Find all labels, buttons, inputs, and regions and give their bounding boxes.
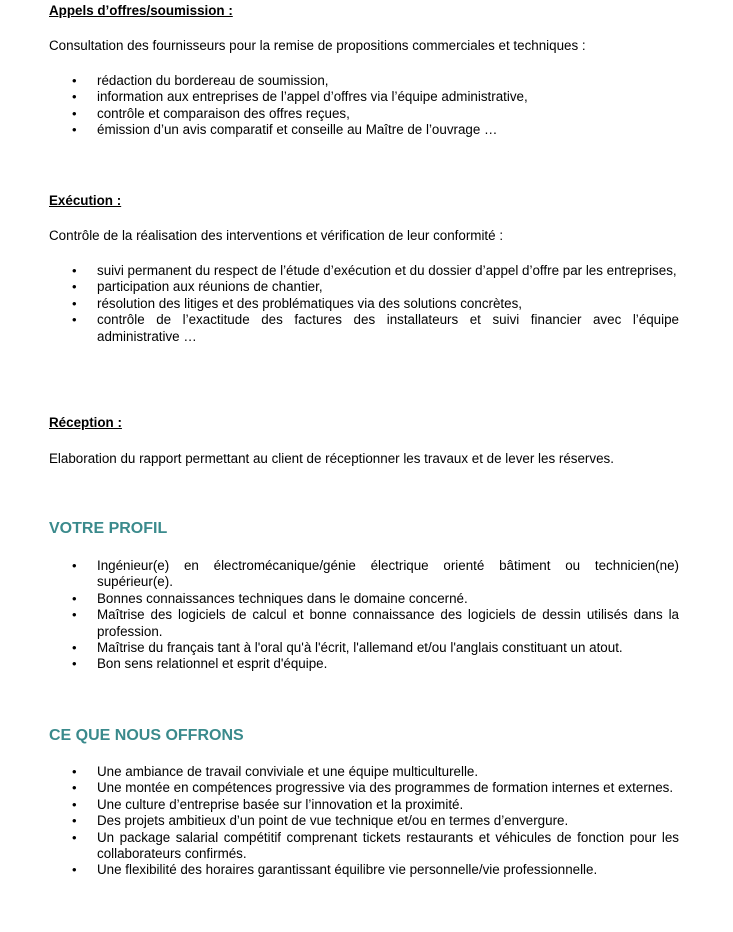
list-item: • Des projets ambitieux d’un point de vue technique et/ou en termes d’envergure. [49, 813, 679, 829]
list-item: • Une ambiance de travail conviviale et une équipe multiculturelle. [49, 764, 679, 780]
reception-intro: Elaboration du rapport permettant au client de réceptionner les travaux et de lever les réserves. [49, 451, 614, 466]
offrons-list-wrap [49, 764, 679, 879]
list-item: • suivi permanent du respect de l’étude d’exécution et du dossier d’appel d’offre par les entreprises, [49, 263, 679, 279]
list-item: • résolution des litiges et des problématiques via des solutions concrètes, [49, 296, 679, 312]
section-profil [49, 519, 679, 539]
execution-list-wrap [49, 263, 679, 345]
section-offrons [49, 726, 679, 746]
profil-list [49, 558, 679, 673]
appels-list-wrap [49, 73, 679, 139]
list-item: • Ingénieur(e) en électromécanique/génie électrique orienté bâtiment ou technicien(ne) supérieur(e). [49, 558, 679, 591]
section-appels [49, 3, 679, 19]
execution-title: Exécution : [49, 193, 122, 208]
list-item: • émission d’un avis comparatif et conseille au Maître de l’ouvrage … [49, 122, 679, 138]
section-reception [49, 415, 679, 431]
list-item: • Un package salarial compétitif comprenant tickets restaurants et véhicules de fonction pour les collaborateurs confirmés. [49, 830, 679, 863]
execution-intro: Contrôle de la réalisation des interventions et vérification de leur conformité : [49, 228, 504, 243]
list-item: • contrôle de l’exactitude des factures des installateurs et suivi financier avec l’équipe administrative … [49, 312, 679, 345]
appels-list [49, 73, 679, 139]
profil-title: VOTRE PROFIL [49, 520, 168, 537]
list-item: • Maîtrise des logiciels de calcul et bonne connaissance des logiciels de dessin utilisés dans la profession. [49, 607, 679, 640]
list-item: • rédaction du bordereau de soumission, [49, 73, 679, 89]
list-item: • Bonnes connaissances techniques dans le domaine concerné. [49, 591, 679, 607]
list-item: • Une flexibilité des horaires garantissant équilibre vie personnelle/vie professionnelle. [49, 862, 679, 878]
offrons-title: CE QUE NOUS OFFRONS [49, 727, 244, 744]
list-item: • Bon sens relationnel et esprit d'équipe. [49, 656, 679, 672]
reception-intro-wrap [49, 451, 679, 467]
profil-list-wrap [49, 558, 679, 673]
list-item: • information aux entreprises de l’appel d’offres via l’équipe administrative, [49, 89, 679, 105]
list-item: • Une montée en compétences progressive via des programmes de formation internes et externes. [49, 780, 679, 796]
list-item: • contrôle et comparaison des offres reçues, [49, 106, 679, 122]
execution-list [49, 263, 679, 345]
appels-title: Appels d’offres/soumission : [49, 3, 233, 18]
appels-intro: Consultation des fournisseurs pour la remise de propositions commerciales et techniques : [49, 38, 586, 53]
list-item: • participation aux réunions de chantier, [49, 279, 679, 295]
list-item: • Une culture d’entreprise basée sur l’innovation et la proximité. [49, 797, 679, 813]
section-execution [49, 193, 679, 209]
appels-intro-wrap [49, 38, 679, 54]
execution-intro-wrap [49, 228, 679, 244]
list-item: • Maîtrise du français tant à l'oral qu'à l'écrit, l'allemand et/ou l'anglais constituant un atout. [49, 640, 679, 656]
reception-title: Réception : [49, 415, 122, 430]
offrons-list [49, 764, 679, 879]
